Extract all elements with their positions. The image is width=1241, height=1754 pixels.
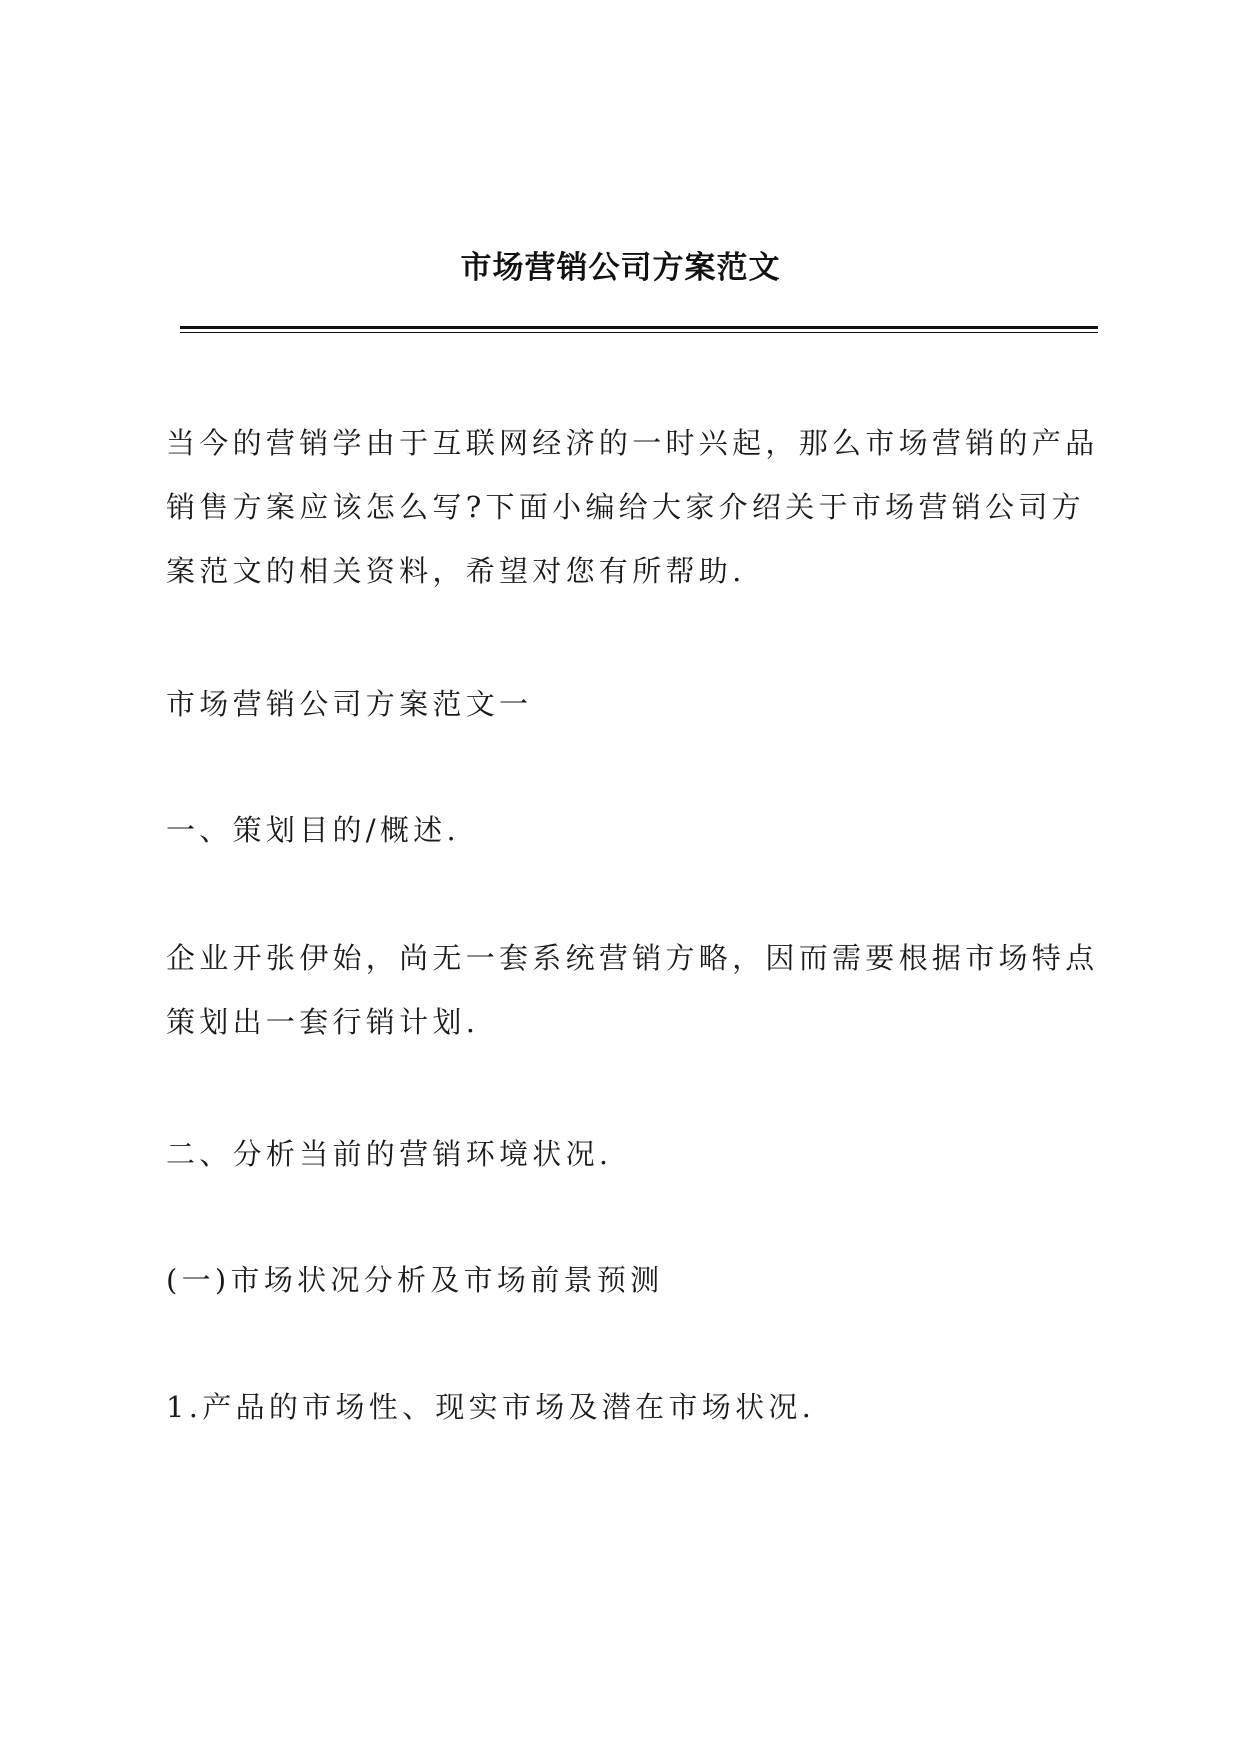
section-heading-two: 二、分析当前的营销环境状况. (166, 1137, 613, 1171)
document-title: 市场营销公司方案范文 (460, 250, 781, 286)
list-item: 1.产品的市场性、现实市场及潜在市场状况. (166, 1390, 816, 1424)
title-divider-thick (180, 326, 1098, 329)
sample-heading: 市场营销公司方案范文一 (166, 687, 533, 721)
subsection-heading: (一)市场状况分析及市场前景预测 (166, 1263, 664, 1297)
intro-paragraph: 当今的营销学由于互联网经济的一时兴起，那么市场营销的产品销售方案应该怎么写?下面小编给大家介绍关于市场营销公司方案范文的相关资料，希望对您有所帮助. (166, 426, 1099, 588)
title-divider-thin (180, 332, 1098, 333)
section-one-body: 企业开张伊始，尚无一套系统营销方略，因而需要根据市场特点策划出一套行销计划. (166, 941, 1099, 1039)
section-heading-one: 一、策划目的/概述. (166, 813, 460, 847)
